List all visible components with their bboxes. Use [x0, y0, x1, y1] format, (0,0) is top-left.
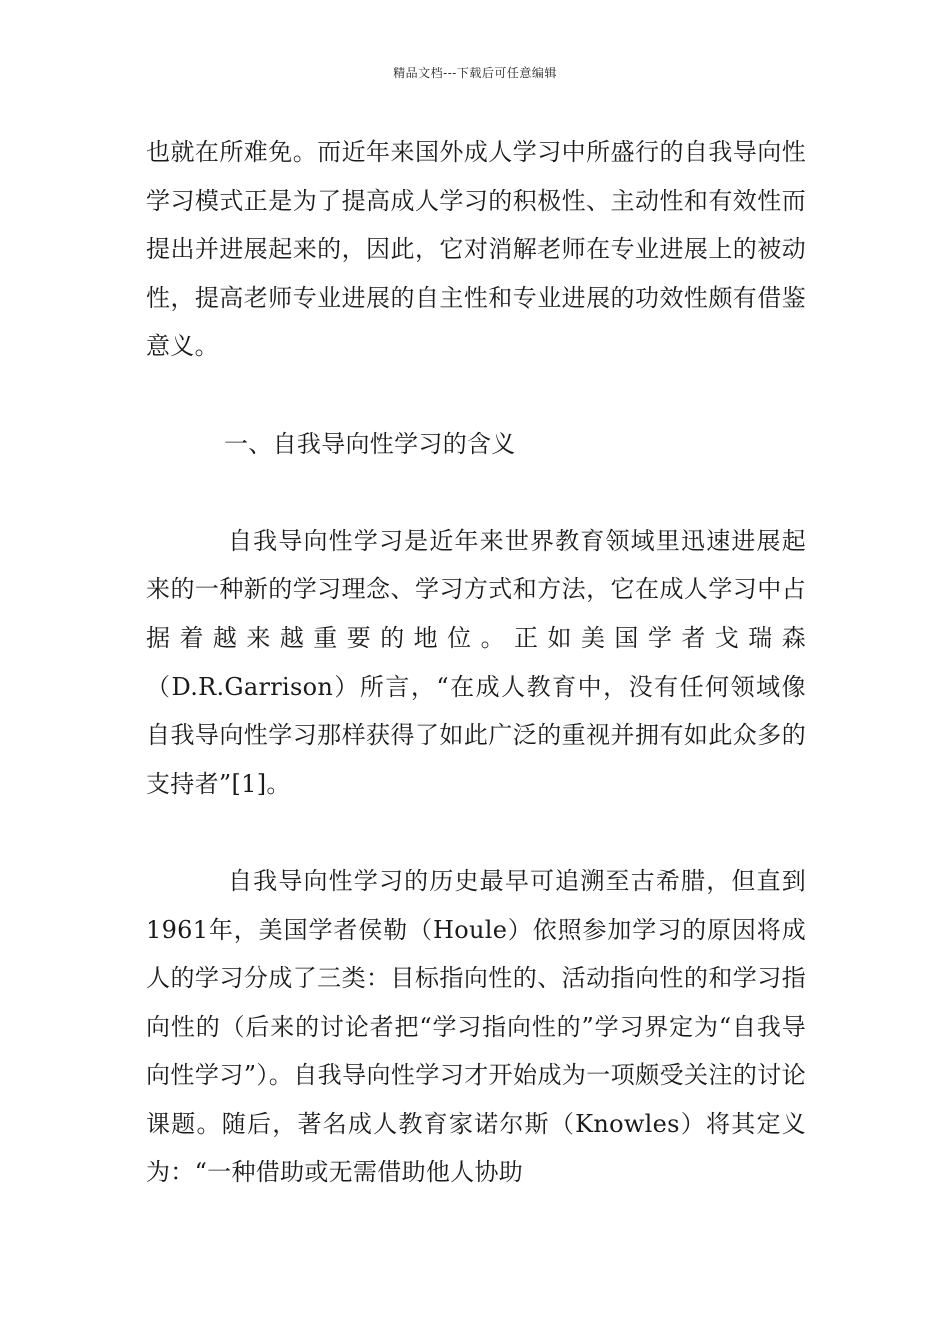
section-heading: 一、自我导向性学习的含义 — [224, 429, 516, 458]
paragraph-3: 自我导向性学习的历史最早可追溯至古希腊，但直到1961年，美国学者侯勒（Houle）依照参加学习的原因将成人的学习分成了三类：目标指向性的、活动指向性的和学习指向性的（后来的讨论者把“学习指向性的”学习界定为“自我导向性学习”）。自我导向性学习才开始成为一项颇受关注的讨论课题。随后，著名成人教育家诺尔斯（Knowles）将其定义为：“一种借助或无需借助他人协助 — [146, 866, 806, 1187]
document-body — [146, 128, 806, 1246]
paragraph-2: 自我导向性学习是近年来世界教育领域里迅速进展起来的一种新的学习理念、学习方式和方法，它在成人学习中占据着越来越重要的地位。正如美国学者戈瑞森（D.R.Garrison）所言，“在成人教育中，没有任何领域像自我导向性学习那样获得了如此广泛的重视并拥有如此众多的支持者”[1]。 — [146, 526, 806, 798]
page-header: 精品文档---下载后可任意编辑 — [393, 66, 557, 80]
paragraph-1: 也就在所难免。而近年来国外成人学习中所盛行的自我导向性学习模式正是为了提高成人学习的积极性、主动性和有效性而提出并进展起来的，因此，它对消解老师在专业进展上的被动性，提高老师专业进展的自主性和专业进展的功效性颇有借鉴意义。 — [146, 138, 806, 361]
